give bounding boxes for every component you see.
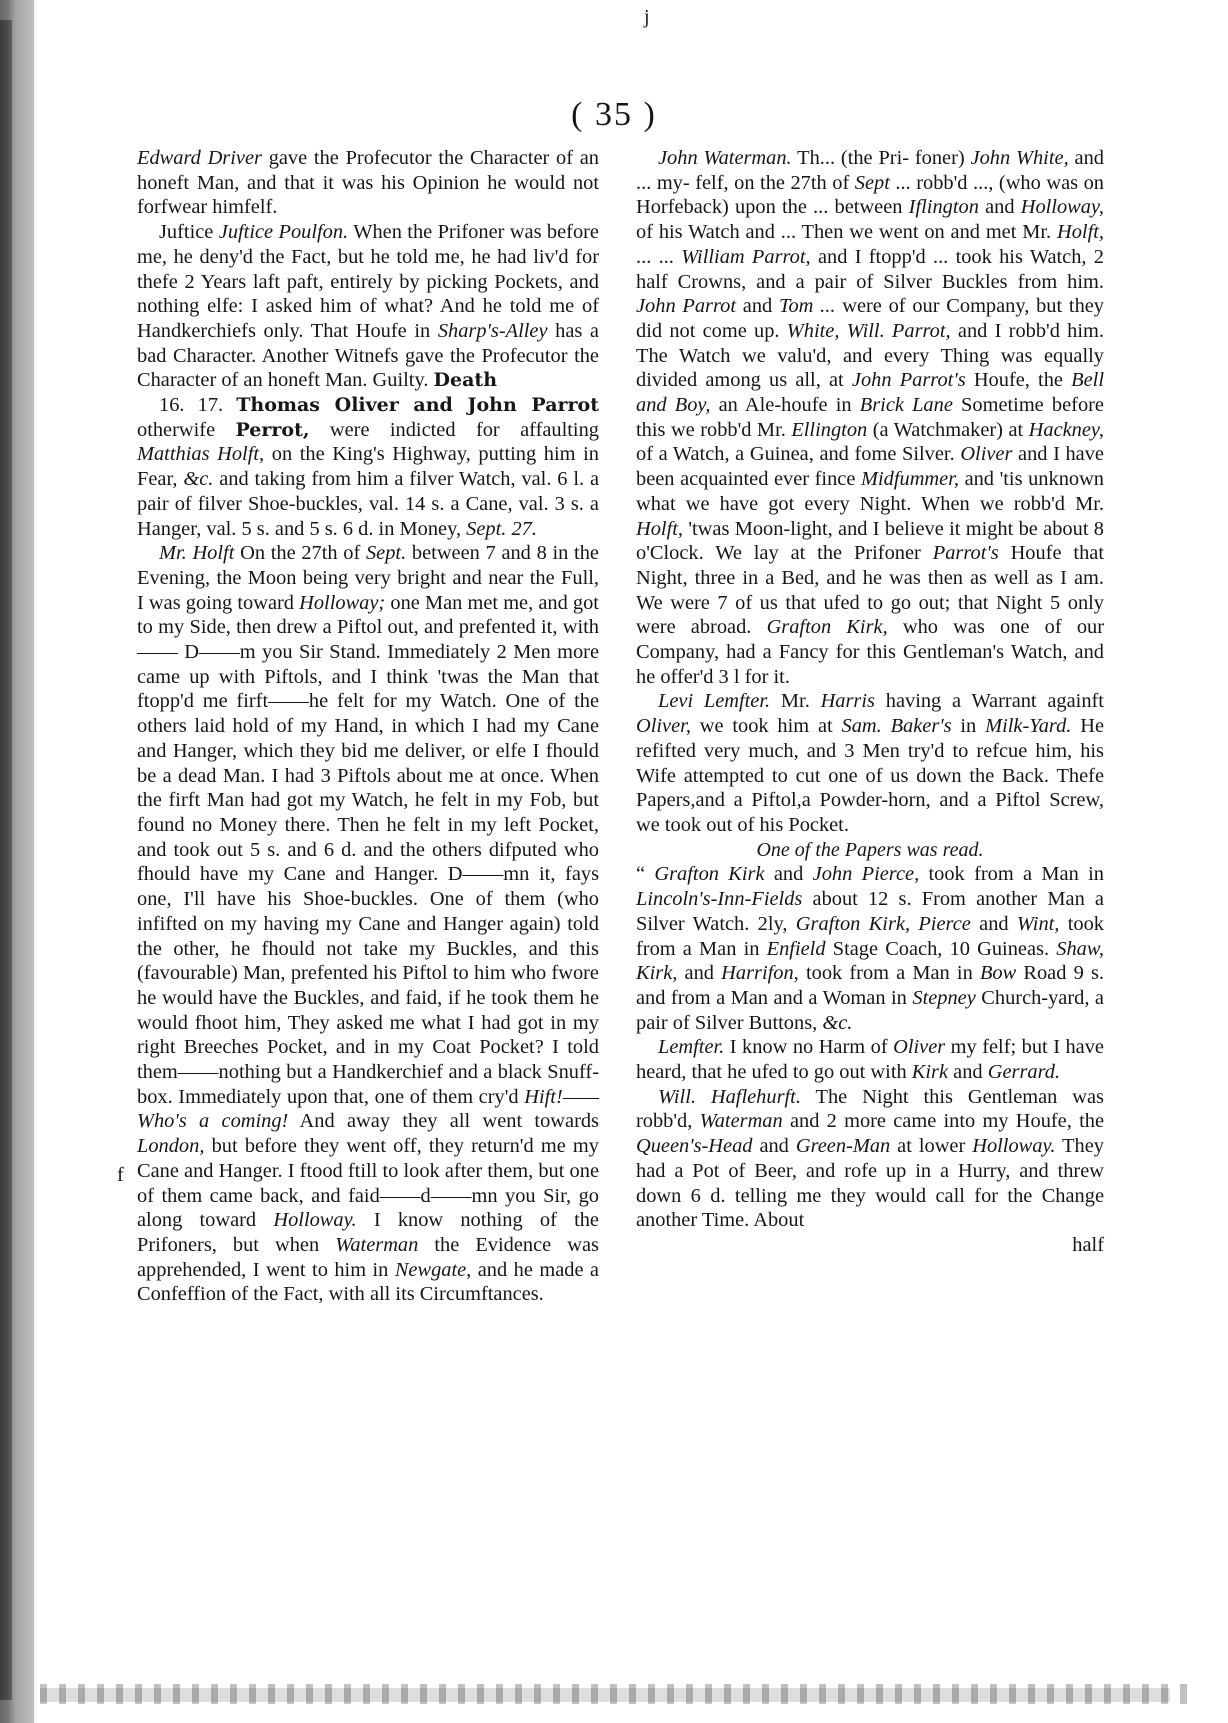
left-column: [137, 146, 599, 1307]
case-number: 16. 17.: [159, 394, 224, 417]
place-name: Newgate,: [394, 1258, 472, 1281]
place-name: Sharp's-Alley: [437, 319, 548, 342]
sentence: Death: [433, 369, 498, 392]
place-name: Holloway;: [299, 591, 386, 614]
quoted-paper-text: “ Grafton Kirk and John Pierce, took from a Man in Lincoln's-Inn-Fields about 12 s. From another Man a Silver Watch. 2ly, Grafton Kirk, Pierce and Wint, took from a Man in Enfield Stage Coach, 10 Guineas. Shaw, Kirk, and Harrifon, took from a Man in Bow Road 9 s. and from a Man and a Woman in Stepney Church-yard, a pair of Silver Buttons, &c.: [636, 863, 1105, 1034]
paper-caption: One of the Papers was read.: [756, 838, 984, 861]
witness-name: Juftice Poulfon.: [218, 221, 349, 244]
defendant-names: Thomas Oliver and John Parrot: [236, 394, 599, 417]
paragraph-haslehurst: Will. Haflehurft. The Night this Gentleman was robb'd, Waterman and 2 more came into my Houfe, the Queen's-Head and Green-Man at lower Holloway. They had a Pot of Beer, and rofe up in a Hurry, and threw down 6 d. telling me they would call for the Change another Time. About half: [636, 1085, 1104, 1256]
margin-stray-letter: f: [117, 1164, 124, 1186]
paragraph-driver: [137, 146, 599, 220]
paragraph-lemster: Levi Lemfter. Mr. Harris having a Warrant againft Oliver, we took him at Sam. Baker's in Milk-Yard. He refifted very much, and 3 Men try'd to refcue him, his Wife attempted to cut one of us down the Back. Thefe Papers,and a Piftol,a Powder-horn, and a Piftol Screw, we took out of his Pocket.: [636, 690, 1104, 836]
witness-name: Mr. Holft: [159, 542, 235, 565]
quoted-paper: [636, 862, 1104, 1035]
top-mark: j: [644, 6, 650, 28]
paragraph-text: gave the Profecutor the Character of an honeft Man, and that it was his Opinion he would not forfwear himfelf.: [137, 147, 600, 219]
victim-name: Matthias Holft,: [137, 443, 265, 466]
paragraph-waterman: John Waterman. Th... (the Pri- foner) John White, and ... my- felf, on the 27th of Sept ... robb'd ..., (who was on Horfeback) upon the ... between Iflington and Holloway, of his Watch and ... Then we went on and met Mr. Holft, ... ... William Parrot, and I ftopp'd ... took his Watch, 2 half Crowns, and a pair of Silver Buckles from him. John Parrot and Tom ... were of our Company, but they did not come up. White, Will. Parrot, and I robb'd him. The Watch we valu'd, and every Thing was equally divided among us all, at John Parrot's Houfe, the Bell and Boy, an Ale-houfe in Brick Lane Sometime before this we robb'd Mr. Ellington (a Watchmaker) at Hackney, of a Watch, a Guinea, and fome Silver. Oliver and I have been acquainted ever fince Midfummer, and 'tis unknown what we have got every Night. When we robb'd Mr. Holft, 'twas Moon-light, and I believe it might be about 8 o'Clock. We lay at the Prifoner Parrot's Houfe that Night, three in a Bed, and he was then as well as I am. We were 7 of us that ufed to go out; that Night 5 only were abroad. Grafton Kirk, who was one of our Company, had a Fancy for this Gentleman's Watch, and he offer'd 3 l for it.: [636, 147, 1105, 688]
page-number: ( 35 ): [571, 96, 657, 133]
binding-edge-gradient: [0, 0, 38, 1723]
paragraph-text: When the Prifoner was before me, he deny'd the Fact, but he told me, he had liv'd for thefe 2 Years laft paft, entirely by picking Pockets, and nothing elfe: I asked him of what? And he told me of Handkerchiefs only. That Houfe in: [137, 221, 599, 342]
place-name: Holloway.: [273, 1209, 357, 1232]
indictment-date: Sept. 27.: [466, 517, 537, 540]
paragraph-lemster-2: Lemfter. I know no Harm of Oliver my felf; but I have heard, that he ufed to go out with Kirk and Gerrard.: [636, 1036, 1104, 1084]
bottom-edge-speckle: [40, 1684, 1190, 1704]
place-name: London,: [137, 1135, 205, 1158]
verdict: Guilty.: [372, 369, 429, 392]
right-column: [636, 146, 1104, 1258]
catchword: half: [1072, 1233, 1104, 1256]
exclamation: Hift!——Who's a coming!: [137, 1085, 599, 1133]
witness-name: Edward Driver: [137, 147, 262, 169]
paragraph-poulson: Juftice Juftice Poulfon. When the Prifoner was before me, he deny'd the Fact, but he told me, he had liv'd for thefe 2 Years laft paft, entirely by picking Pockets, and nothing elfe: I asked him of what? And he told me of Handkerchiefs only. That Houfe in Sharp's-Alley has a bad Character. Another Witnefs gave the Profecutor the Character of an honeft Man. Guilty. Death: [137, 221, 599, 392]
witness-name: John Waterman.: [658, 147, 792, 169]
witness-name: Will. Haflehurft.: [658, 1085, 801, 1108]
defendant-alias: Perrot,: [235, 418, 310, 441]
paragraph-indictment: 16. 17. Thomas Oliver and John Parrot otherwife Perrot, were indicted for affaulting Matthias Holft, on the King's Highway, putting him in Fear, &c. and taking from him a filver Watch, val. 6 l. a pair of filver Shoe-buckles, val. 14 s. a Cane, val. 3 s. a Hanger, val. 5 s. and 5 s. 6 d. in Money, Sept. 27.: [137, 394, 599, 540]
paragraph-text: has a bad Character. Another Witnefs gave the Profecutor the Character of an honeft Man.: [137, 319, 599, 392]
witness-name: Levi Lemfter.: [658, 690, 771, 713]
witness-name: Lemfter.: [658, 1036, 725, 1059]
paragraph-holst-testimony: Mr. Holft On the 27th of Sept. between 7 and 8 in the Evening, the Moon being very bright and near the Full, I was going toward Holloway; one Man met me, and got to my Side, then drew a Piftol out, and prefented it, with —— D——m you Sir Stand. Immediately 2 Men more came up with Piftols, and I think 'twas the Man that ftopp'd me firft——he felt for my Watch. One of the others laid hold of my Hand, in which I had my Cane and Hanger, which they bid me deliver, or elfe I fhould be a dead Man. I had 3 Piftols about me at once. When the firft Man had got my Watch, he felt in my Fob, but found no Money there. Then he felt in my left Pocket, and took out 5 s. and 6 d. and the others difputed who fhould have my Cane and Hanger. D——mn it, fays one, I'll have his Shoe-buckles. One of them (who infifted on my having my Cane and Hanger again) told the other, he fhould not take my Buckles, and this (favourable) Man, prefented his Piftol to him who fwore he would have the Buckles, and faid, if he took them he would fhoot him, They asked me what I had got in my right Breeches Pocket, and in my Coat Pocket? I told them——nothing but a Handkerchief and a black Snuff-box. Immediately upon that, one of them cry'd Hift!——Who's a coming! And away they all went towards London, but before they went off, they return'd me my Cane and Hanger. I ftood ftill to look after them, but one of them came back, and faid——d——mn you Sir, go along toward Holloway. I know nothing of the Prifoners, but when Waterman the Evidence was apprehended, I went to him in Newgate, and he made a Confeffion of the Fact, with all its Circumftances.: [137, 542, 599, 1306]
person-name: Waterman: [335, 1233, 419, 1256]
